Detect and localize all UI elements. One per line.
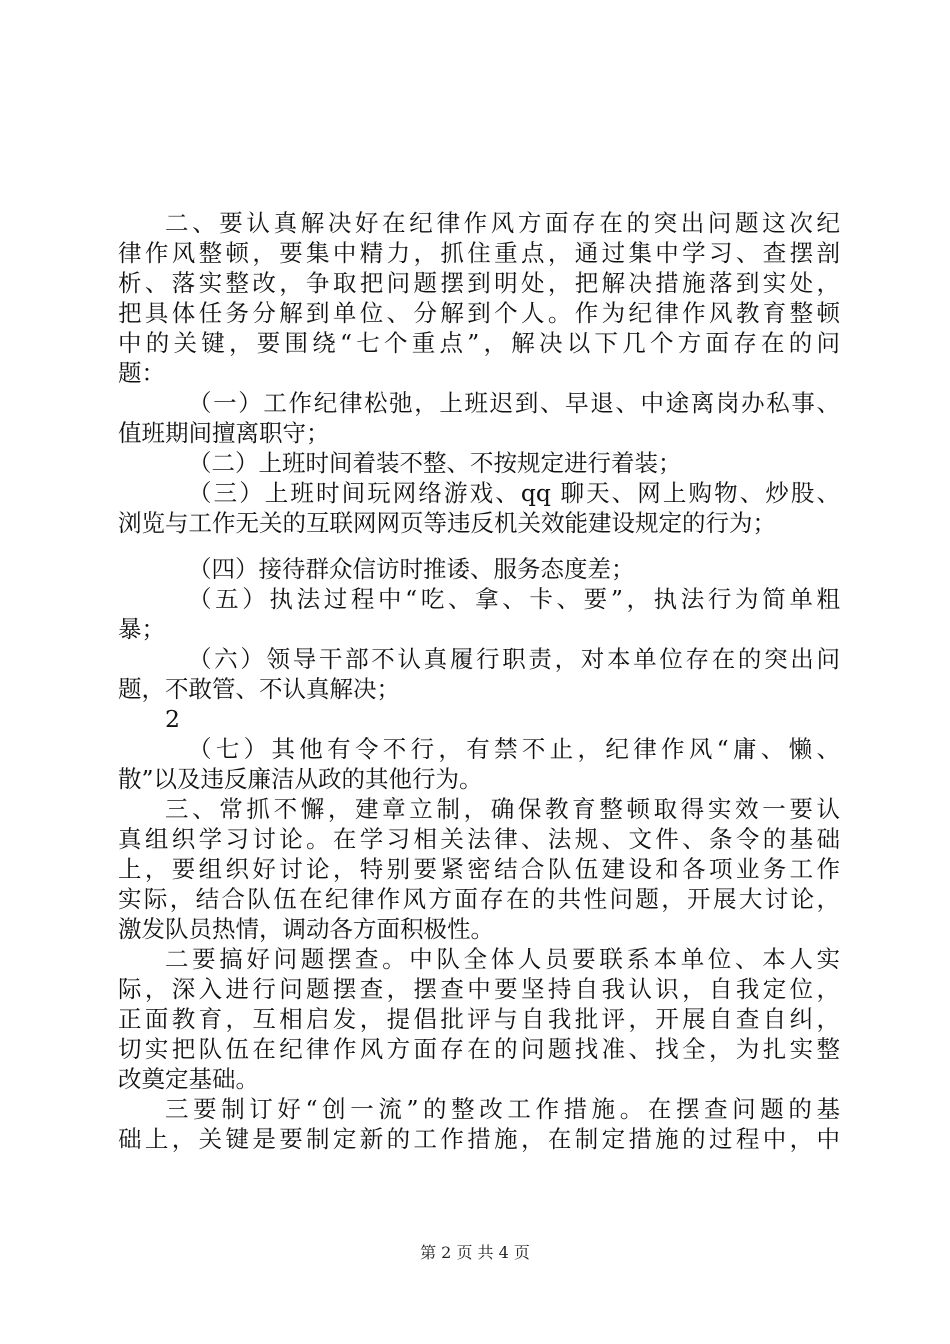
text-line: （七）其他有令不行，有禁不止，纪律作风“庸、懒、 xyxy=(188,735,840,763)
text-line: 三、常抓不懈，建章立制，确保教育整顿取得实效一要认 xyxy=(165,795,840,823)
text-line: 二要搞好问题摆查。中队全体人员要联系本单位、本人实 xyxy=(165,945,840,973)
text-line: （一）工作纪律松弛，上班迟到、早退、中途离岗办私事、 xyxy=(188,389,840,417)
text-line: 三要制订好“创一流”的整改工作措施。在摆查问题的基 xyxy=(165,1095,840,1123)
text-line: （二）上班时间着装不整、不按规定进行着装； xyxy=(188,449,682,477)
text-line: 律作风整顿，要集中精力，抓住重点，通过集中学习、查摆剖 xyxy=(118,239,840,267)
text-line: 础上，关键是要制定新的工作措施，在制定措施的过程中，中 xyxy=(118,1125,840,1153)
text-line: 题，不敢管、不认真解决； xyxy=(118,675,400,703)
text-line: 题： xyxy=(118,359,165,387)
text-line: 真组织学习讨论。在学习相关法律、法规、文件、条令的基础 xyxy=(118,825,840,853)
text-line: 二、要认真解决好在纪律作风方面存在的突出问题这次纪 xyxy=(165,209,840,237)
text-line: （三）上班时间玩网络游戏、qq 聊天、网上购物、炒股、 xyxy=(188,479,840,507)
text-line: 正面教育，互相启发，提倡批评与自我批评，开展自查自纠， xyxy=(118,1005,840,1033)
text-line: 切实把队伍在纪律作风方面存在的问题找准、找全，为扎实整 xyxy=(118,1035,840,1063)
document-body xyxy=(118,208,840,1154)
text-line: 际，深入进行问题摆查，摆查中要坚持自我认识，自我定位， xyxy=(118,975,840,1003)
text-line: （五）执法过程中“吃、拿、卡、要”，执法行为简单粗 xyxy=(188,585,840,613)
text-line: 实际，结合队伍在纪律作风方面存在的共性问题，开展大讨论， xyxy=(118,885,840,913)
text-line: 上，要组织好讨论，特别要紧密结合队伍建设和各项业务工作 xyxy=(118,855,840,883)
text-line: 改奠定基础。 xyxy=(118,1065,259,1093)
text-line: 浏览与工作无关的互联网网页等违反机关效能建设规定的行为； xyxy=(118,509,776,537)
text-line: 把具体任务分解到单位、分解到个人。作为纪律作风教育整顿 xyxy=(118,299,840,327)
text-line: 暴； xyxy=(118,615,165,643)
page-footer: 第 2 页 共 4 页 xyxy=(420,1243,530,1262)
text-line: 中的关键，要围绕“七个重点”，解决以下几个方面存在的问 xyxy=(118,329,840,357)
stray-page-number: 2 xyxy=(165,705,180,733)
text-line: 激发队员热情，调动各方面积极性。 xyxy=(118,915,494,943)
text-line: （六）领导干部不认真履行职责，对本单位存在的突出问 xyxy=(188,645,840,673)
text-line: 散”以及违反廉洁从政的其他行为。 xyxy=(118,765,483,793)
text-line: 值班期间擅离职守； xyxy=(118,419,330,447)
text-line: （四）接待群众信访时推诿、服务态度差； xyxy=(188,555,635,583)
text-line: 析、落实整改，争取把问题摆到明处，把解决措施落到实处， xyxy=(118,269,840,297)
